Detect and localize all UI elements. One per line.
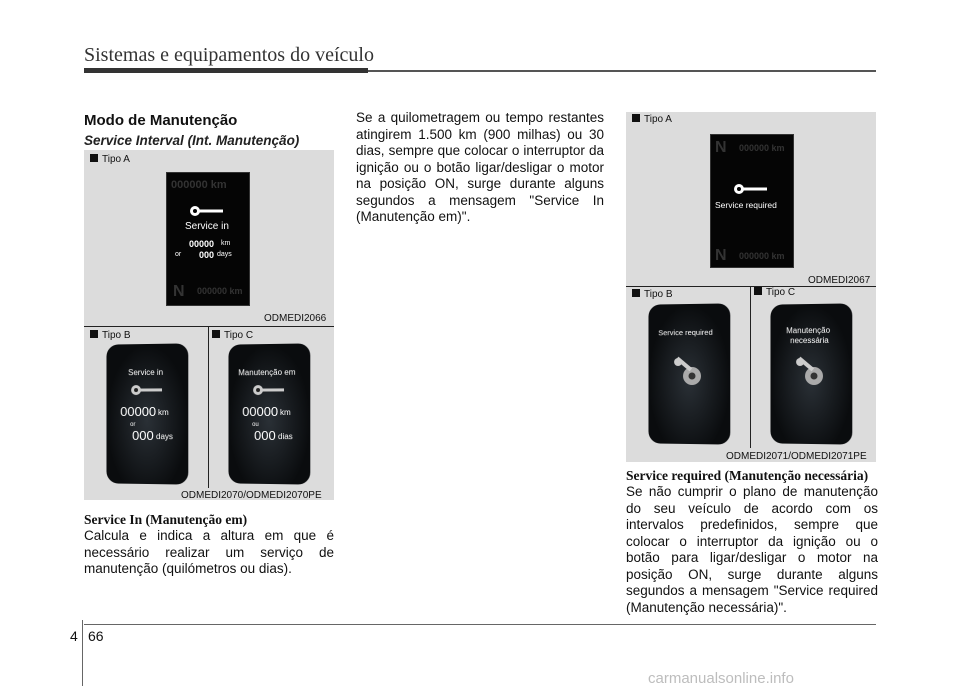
figure2-code-a: ODMEDI2067 [808, 275, 871, 286]
figure-label-type-b: Tipo B [90, 330, 131, 341]
header-title: Sistemas e equipamentos do veículo [84, 44, 374, 66]
figure-service-in [84, 150, 334, 500]
figure-label-type-a: Tipo A [90, 154, 130, 165]
section-title: Modo de Manutenção [84, 112, 238, 129]
service-gear-icon [794, 356, 828, 390]
display-a-km-value: 00000 [189, 239, 215, 249]
figure2-label-type-b: Tipo B [632, 289, 673, 300]
page-number: 66 [88, 628, 104, 644]
figure-divider-v [208, 326, 209, 488]
display-a-days-unit: days [217, 251, 232, 258]
display2-c-message-line2: necessária [790, 335, 829, 346]
display-b-days-value: 000 [132, 427, 154, 444]
display-a-km-unit: km [221, 240, 231, 247]
page-number-divider [82, 620, 83, 686]
figure-service-required [626, 112, 876, 462]
display-b-or: or [130, 421, 136, 428]
display2-type-c [770, 303, 852, 444]
footer-rule [84, 624, 876, 625]
display-c-days-value: 000 [254, 427, 276, 444]
header-bar [84, 68, 368, 73]
figure-label-type-c: Tipo C [212, 330, 253, 341]
service-in-text: Calcula e indica a altura em que é necessário realizar um serviço de manutenção (quilómetros ou dias). [84, 528, 334, 576]
figure-code-a: ODMEDI2066 [264, 313, 327, 324]
wrench-icon [130, 384, 166, 396]
display-a-message: Service in [185, 221, 229, 232]
display-type-a: 000000 km Service in 00000 km or 000 days N 000000 km [166, 172, 250, 306]
display-type-c [228, 343, 310, 484]
display2-a-message: Service required [715, 200, 777, 210]
display2-type-b [648, 303, 730, 444]
middle-paragraph: Se a quilometragem ou tempo restantes atingirem 1.500 km (900 milhas) ou 30 dias, sempre que colocar o interruptor da ignição ou o botão ligar/desligar o motor na posição ON, surge durante alguns segundos a mensagem "Service In (Manutenção em)". [356, 110, 604, 224]
display-type-b [106, 343, 188, 484]
service-gear-icon [672, 356, 706, 390]
service-required-heading: Service required (Manutenção necessária) [626, 468, 869, 483]
display2-type-a: N 000000 km Service required N 000000 km [710, 134, 794, 268]
display-a-days-value: 000 [199, 250, 215, 260]
display-b-message: Service in [128, 367, 164, 378]
chapter-number: 4 [70, 628, 78, 644]
display-b-km-value: 00000 [120, 403, 157, 420]
display-b-days-unit: days [155, 432, 173, 442]
figure2-divider-v [750, 286, 751, 448]
service-required-text: Se não cumprir o plano de manutenção do seu veículo de acordo com os intervalos predefinidos, sempre que colocar o interruptor da ignição ou o botão para ligar/desligar o motor na posição ON, surge durante alguns segundos a mensagem "Service required (Manutenção necessária)". [626, 484, 878, 615]
watermark: carmanualsonline.info [648, 670, 794, 687]
display-c-or: ou [252, 421, 259, 428]
display-c-km-unit: km [280, 407, 291, 418]
figure2-code-bc: ODMEDI2071/ODMEDI2071PE [726, 451, 867, 462]
display2-b-message: Service required [658, 327, 713, 338]
figure2-label-type-a: Tipo A [632, 114, 672, 125]
service-in-heading: Service In (Manutenção em) [84, 512, 248, 527]
wrench-icon [252, 384, 288, 396]
wrench-icon [189, 205, 229, 217]
display-c-km-value: 00000 [242, 403, 279, 420]
figure2-label-type-c: Tipo C [754, 287, 795, 298]
display-c-message: Manutenção em [238, 367, 296, 378]
display-c-days-unit: dias [277, 432, 293, 442]
display-a-or: or [175, 251, 182, 258]
figure2-divider-h [626, 286, 876, 287]
figure-divider-h [84, 326, 334, 327]
display-b-km-unit: km [158, 407, 169, 418]
header-rule [368, 70, 876, 72]
display2-c-message-line1: Manutenção [786, 325, 831, 336]
figure-code-bc: ODMEDI2070/ODMEDI2070PE [181, 490, 322, 501]
section-subtitle: Service Interval (Int. Manutenção) [84, 133, 300, 148]
wrench-icon [733, 183, 773, 195]
